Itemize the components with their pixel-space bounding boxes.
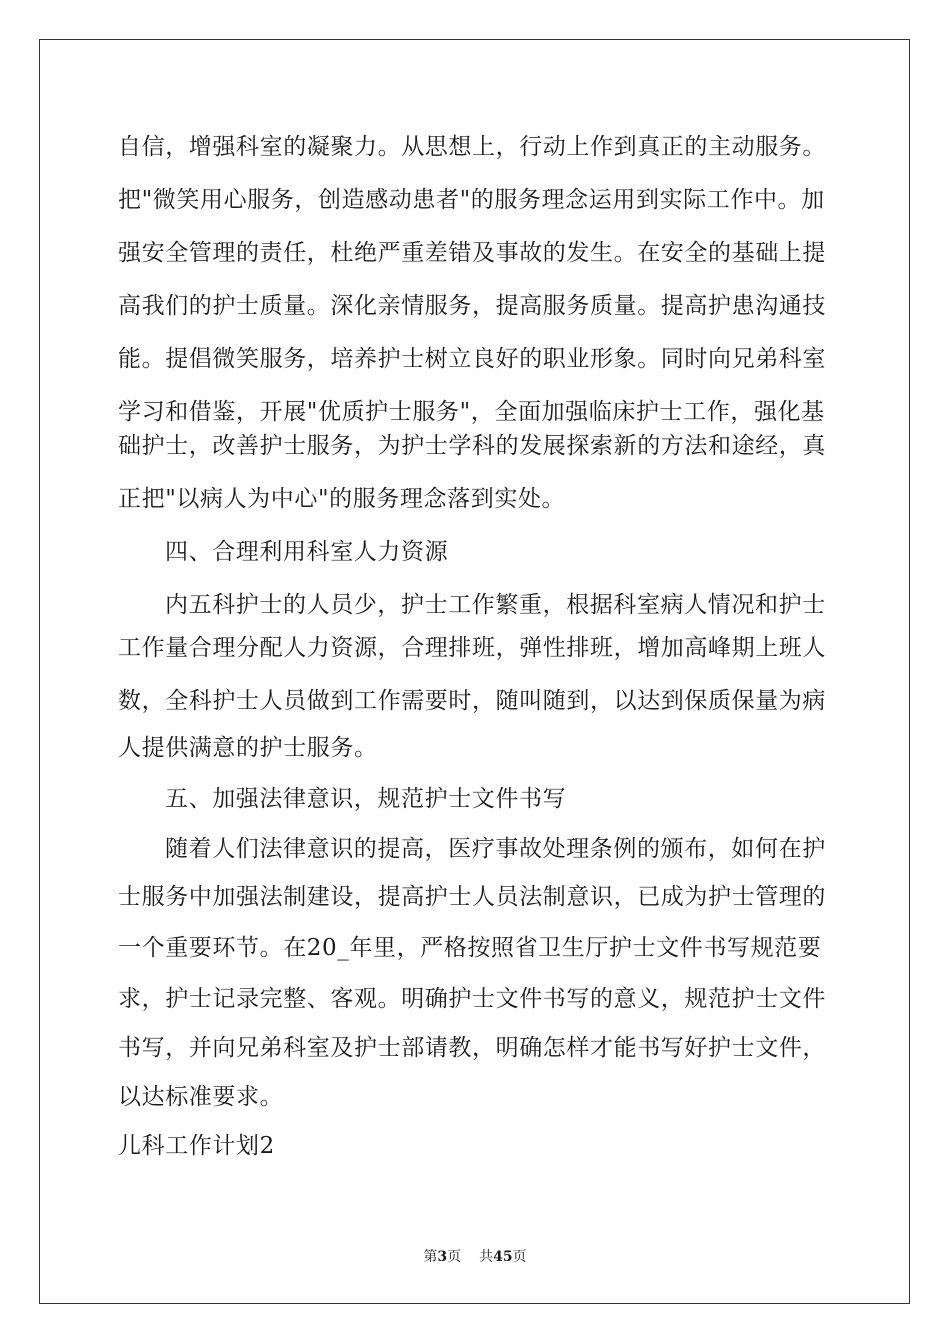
page-border <box>39 39 910 1304</box>
page-footer <box>0 1248 950 1266</box>
body-line: 数，全科护士人员做到工作需要时，随叫随到，以达到保质保量为病 <box>118 688 826 714</box>
section-heading: 五、加强法律意识，规范护士文件书写 <box>165 786 567 812</box>
total-suffix: 页 <box>512 1249 527 1265</box>
body-line: 士服务中加强法制建设，提高护士人员法制意识，已成为护士管理的 <box>118 884 826 910</box>
body-line: 工作量合理分配人力资源，合理排班，弹性排班，增加高峰期上班人 <box>118 635 826 661</box>
body-line: 书写，并向兄弟科室及护士部请教，明确怎样才能书写好护士文件， <box>118 1035 826 1061</box>
section-heading: 四、合理利用科室人力资源 <box>165 539 449 565</box>
body-line: 学习和借鉴，开展"优质护士服务"，全面加强临床护士工作，强化基 <box>118 399 825 425</box>
body-line: 以达标准要求。 <box>118 1084 284 1110</box>
body-line: 高我们的护士质量。深化亲情服务，提高服务质量。提高护患沟通技 <box>118 293 826 319</box>
subsection-title: 儿科工作计划2 <box>118 1133 275 1159</box>
body-line: 人提供满意的护士服务。 <box>118 735 378 761</box>
body-line: 求，护士记录完整、客观。明确护士文件书写的意义，规范护士文件 <box>118 986 826 1012</box>
body-line: 能。提倡微笑服务，培养护士树立良好的职业形象。同时向兄弟科室 <box>118 346 826 372</box>
body-line: 础护士，改善护士服务，为护士学科的发展探索新的方法和途经，真 <box>118 433 826 459</box>
total-pages: 45 <box>493 1249 513 1265</box>
body-line: 内五科护士的人员少，护士工作繁重，根据科室病人情况和护士 <box>165 592 826 618</box>
body-line: 正把"以病人为中心"的服务理念落到实处。 <box>118 486 566 512</box>
body-line: 随着人们法律意识的提高，医疗事故处理条例的颁布，如何在护 <box>165 836 826 862</box>
body-line: 自信，增强科室的凝聚力。从思想上，行动上作到真正的主动服务。 <box>118 134 826 160</box>
page-number: 3 <box>437 1249 448 1265</box>
page-suffix: 页 <box>447 1249 462 1265</box>
body-line: 一个重要环节。在20_年里，严格按照省卫生厅护士文件书写规范要 <box>118 935 822 961</box>
page-prefix: 第 <box>423 1249 438 1265</box>
total-prefix: 共 <box>479 1249 494 1265</box>
body-line: 把"微笑用心服务，创造感动患者"的服务理念运用到实际工作中。加 <box>118 187 825 213</box>
body-line: 强安全管理的责任，杜绝严重差错及事故的发生。在安全的基础上提 <box>118 240 826 266</box>
